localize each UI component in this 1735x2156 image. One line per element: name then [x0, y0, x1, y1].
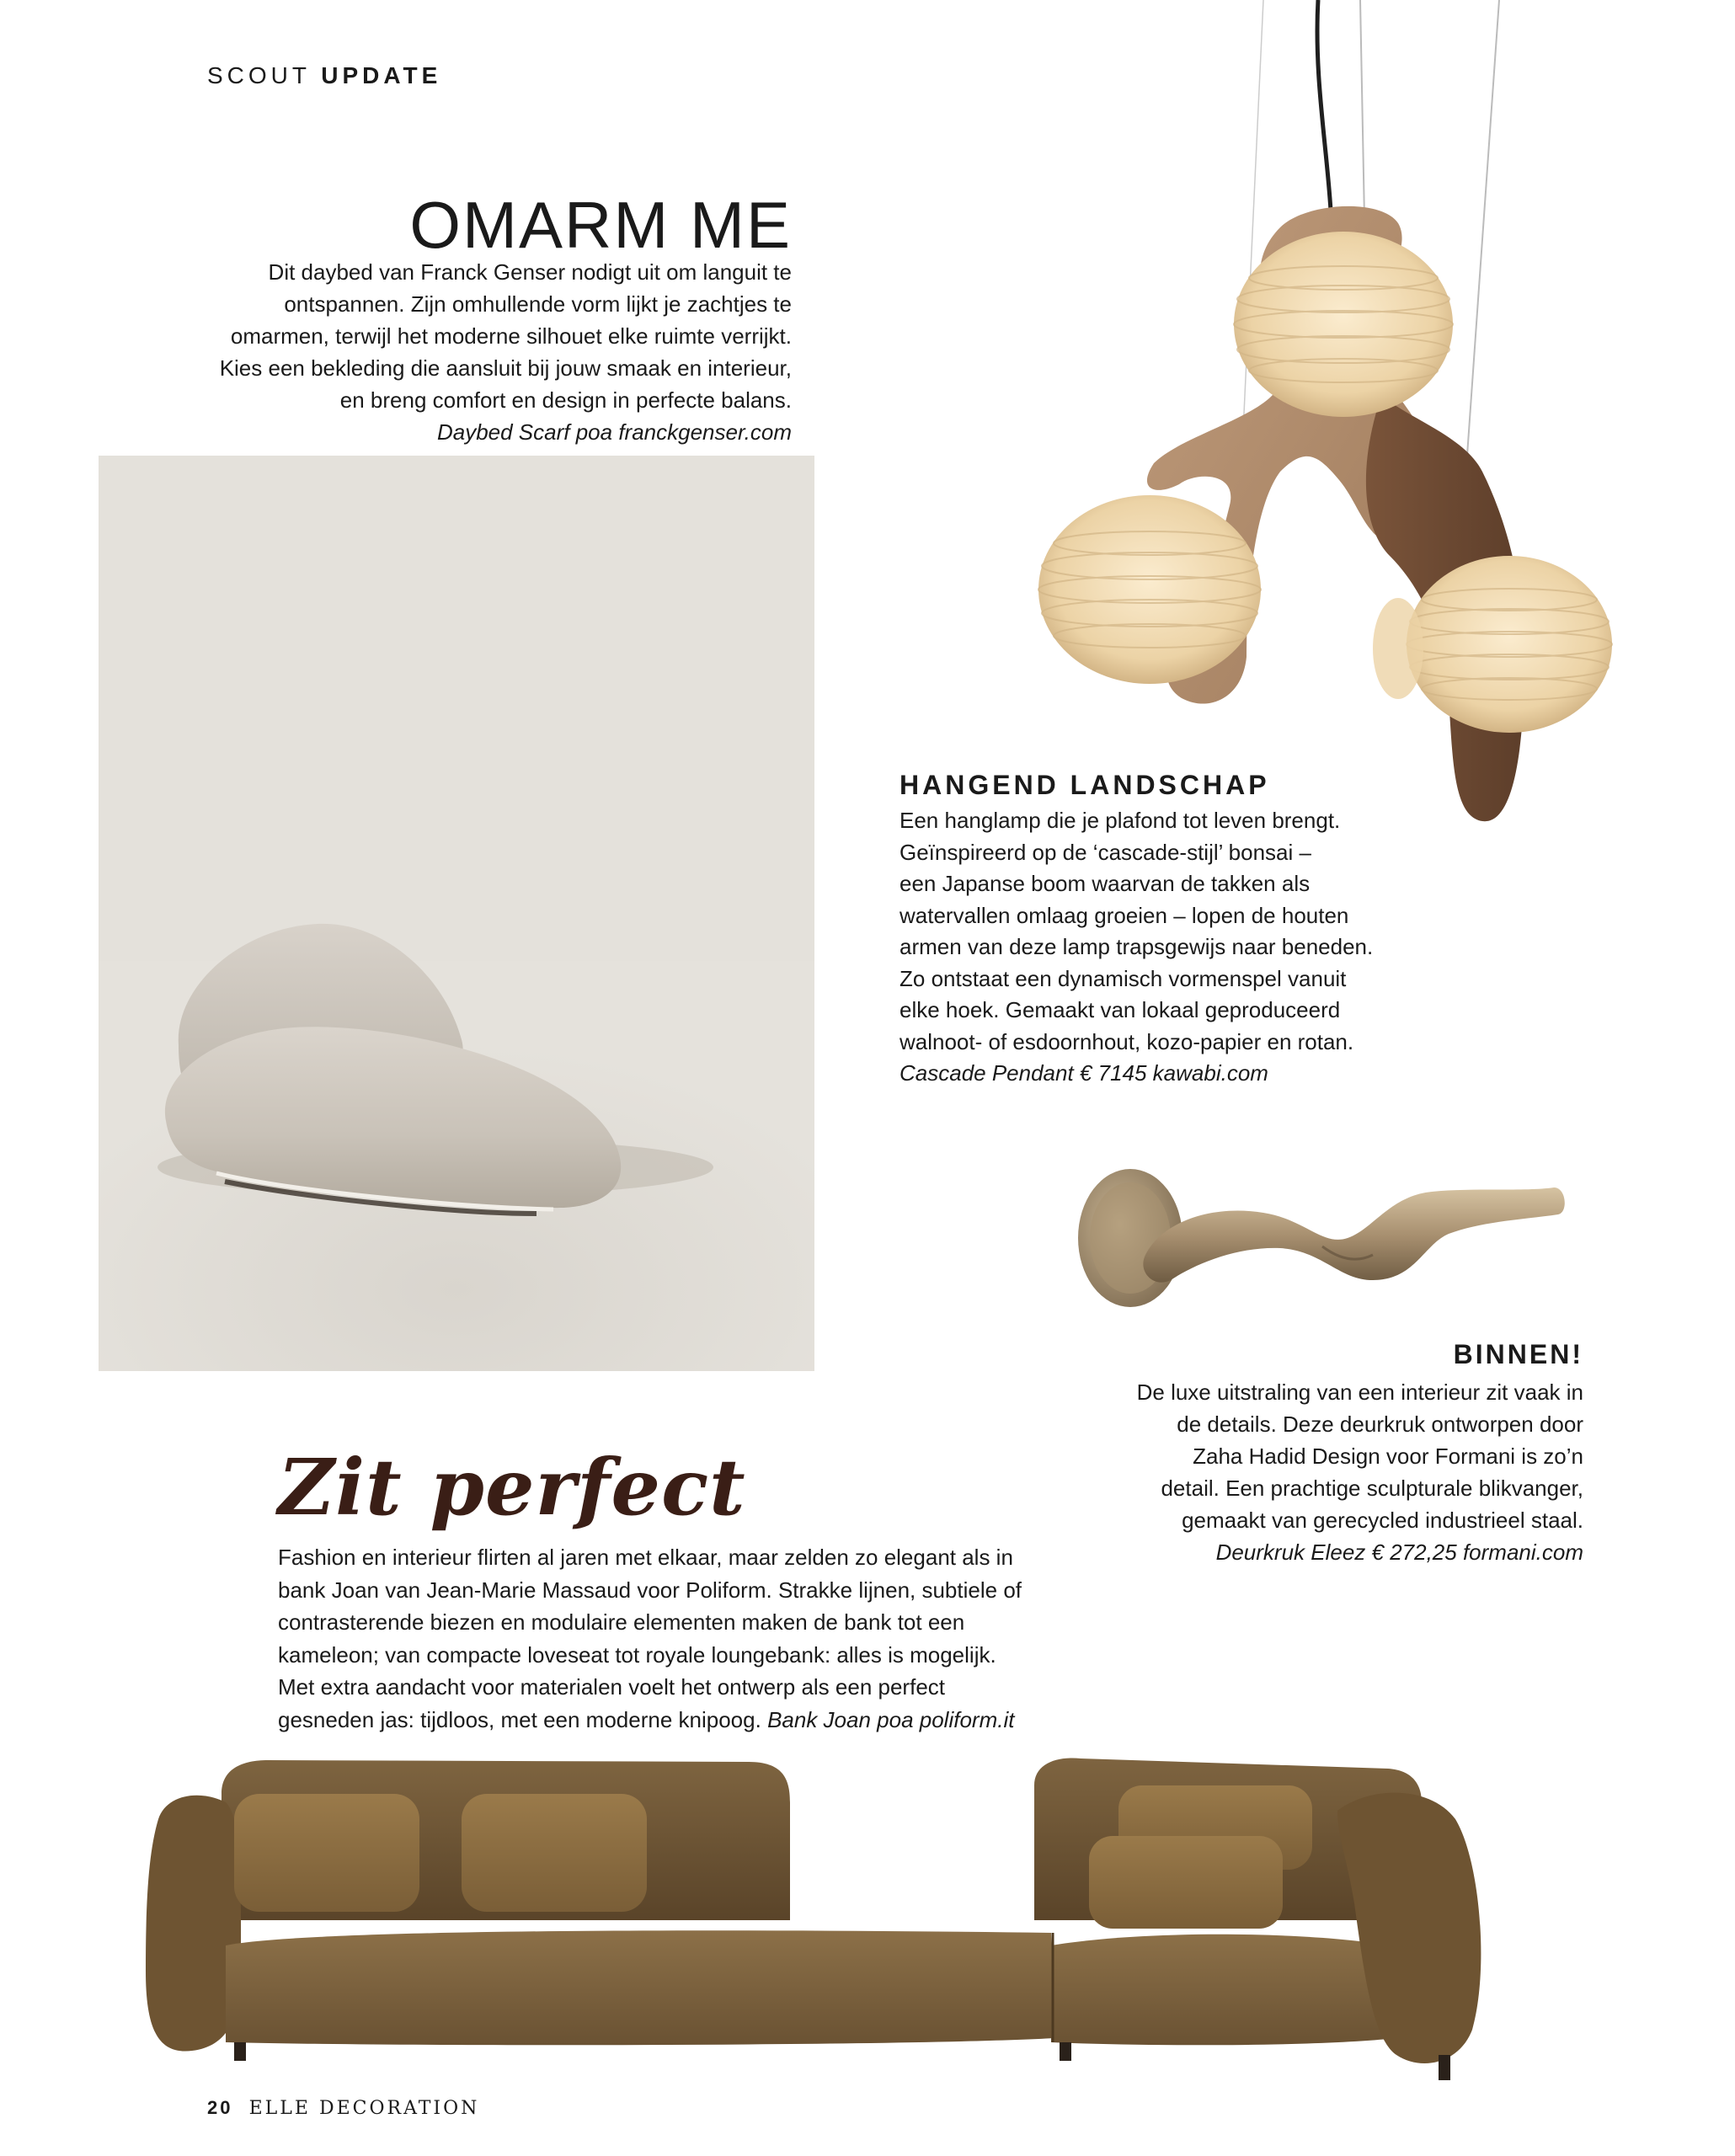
zit-last-line: gesneden jas: tijdloos, met een moderne knipoog. [278, 1706, 761, 1732]
hangend-credit: Cascade Pendant € 7145 kawabi.com [900, 1060, 1268, 1086]
binnen-line: De luxe uitstraling van een interieur zit vaak in [1136, 1380, 1583, 1405]
binnen-line: detail. Een prachtige sculpturale blikvanger, [1161, 1476, 1583, 1501]
omarm-line: omarmen, terwijl het moderne silhouet elke ruimte verrijkt. [230, 323, 792, 349]
hangend-line: Een hanglamp die je plafond tot leven brengt. [900, 808, 1341, 833]
daybed-image [99, 456, 814, 1371]
binnen-line: de details. Deze deurkruk ontworpen door [1177, 1412, 1583, 1437]
door-handle-photo [1070, 1154, 1575, 1322]
sofa-photo [141, 1752, 1624, 2089]
binnen-body [1112, 1376, 1583, 1568]
pendant-lamp-photo [1028, 0, 1668, 851]
page-footer [207, 2097, 479, 2119]
zit-credit: Bank Joan poa poliform.it [767, 1706, 1015, 1732]
omarm-credit: Daybed Scarf poa franckgenser.com [436, 419, 792, 445]
omarm-line: Dit daybed van Franck Genser nodigt uit om languit te [268, 259, 792, 285]
omarm-body [101, 256, 792, 448]
section-header [207, 62, 441, 89]
hangend-line: Geïnspireerd op de ‘cascade-stijl’ bonsai – [900, 839, 1311, 865]
zit-line: contrasterende biezen en modulaire elementen maken de bank tot een [278, 1609, 965, 1635]
zit-line: Fashion en interieur flirten al jaren met elkaar, maar zelden zo elegant als in [278, 1545, 1013, 1570]
zit-line: Met extra aandacht voor materialen voelt het ontwerp als een perfect [278, 1674, 945, 1700]
section-label-bold: UPDATE [321, 62, 442, 88]
zit-line: kameleon; van compacte loveseat tot royale loungebank: alles is mogelijk. [278, 1641, 996, 1668]
zit-line-last [278, 1704, 1053, 1737]
hangend-line: watervallen omlaag groeien – lopen de houten [900, 902, 1349, 928]
pendant-lamp-image [1028, 0, 1668, 851]
omarm-line: en breng comfort en design in perfecte balans. [339, 387, 792, 413]
binnen-credit: Deurkruk Eleez € 272,25 formani.com [1215, 1540, 1583, 1565]
page-number: 20 [207, 2097, 233, 2118]
hangend-body [900, 805, 1472, 1090]
binnen-line: gemaakt van gerecycled industrieel staal. [1182, 1508, 1583, 1533]
hangend-line: Zo ontstaat een dynamisch vormenspel vanuit [900, 965, 1347, 991]
hangend-line: armen van deze lamp trapsgewijs naar beneden. [900, 934, 1374, 959]
section-label-light: SCOUT [207, 62, 311, 88]
sofa-image [141, 1752, 1624, 2089]
door-handle-image [1070, 1154, 1575, 1322]
zit-body [278, 1541, 1053, 1736]
hangend-line: elke hoek. Gemaakt van lokaal geproduceerd [900, 997, 1341, 1022]
binnen-title: BINNEN! [1453, 1339, 1583, 1369]
omarm-line: ontspannen. Zijn omhullende vorm lijkt je zachtjes te [284, 291, 792, 317]
hangend-line: walnoot- of esdoornhout, kozo-papier en rotan. [900, 1028, 1354, 1054]
zit-line: bank Joan van Jean-Marie Massaud voor Poliform. Strakke lijnen, subtiele of [278, 1577, 1022, 1603]
hangend-title: HANGEND LANDSCHAP [900, 770, 1270, 800]
omarm-line: Kies een bekleding die aansluit bij jouw smaak en interieur, [219, 355, 792, 381]
omarm-title: OMARM ME [409, 188, 792, 262]
daybed-photo [99, 456, 814, 1371]
binnen-line: Zaha Hadid Design voor Formani is zo’n [1193, 1444, 1583, 1469]
magazine-name: ELLE DECORATION [248, 2098, 480, 2119]
zit-title: Zit perfect [278, 1442, 746, 1533]
hangend-line: een Japanse boom waarvan de takken als [900, 871, 1311, 896]
